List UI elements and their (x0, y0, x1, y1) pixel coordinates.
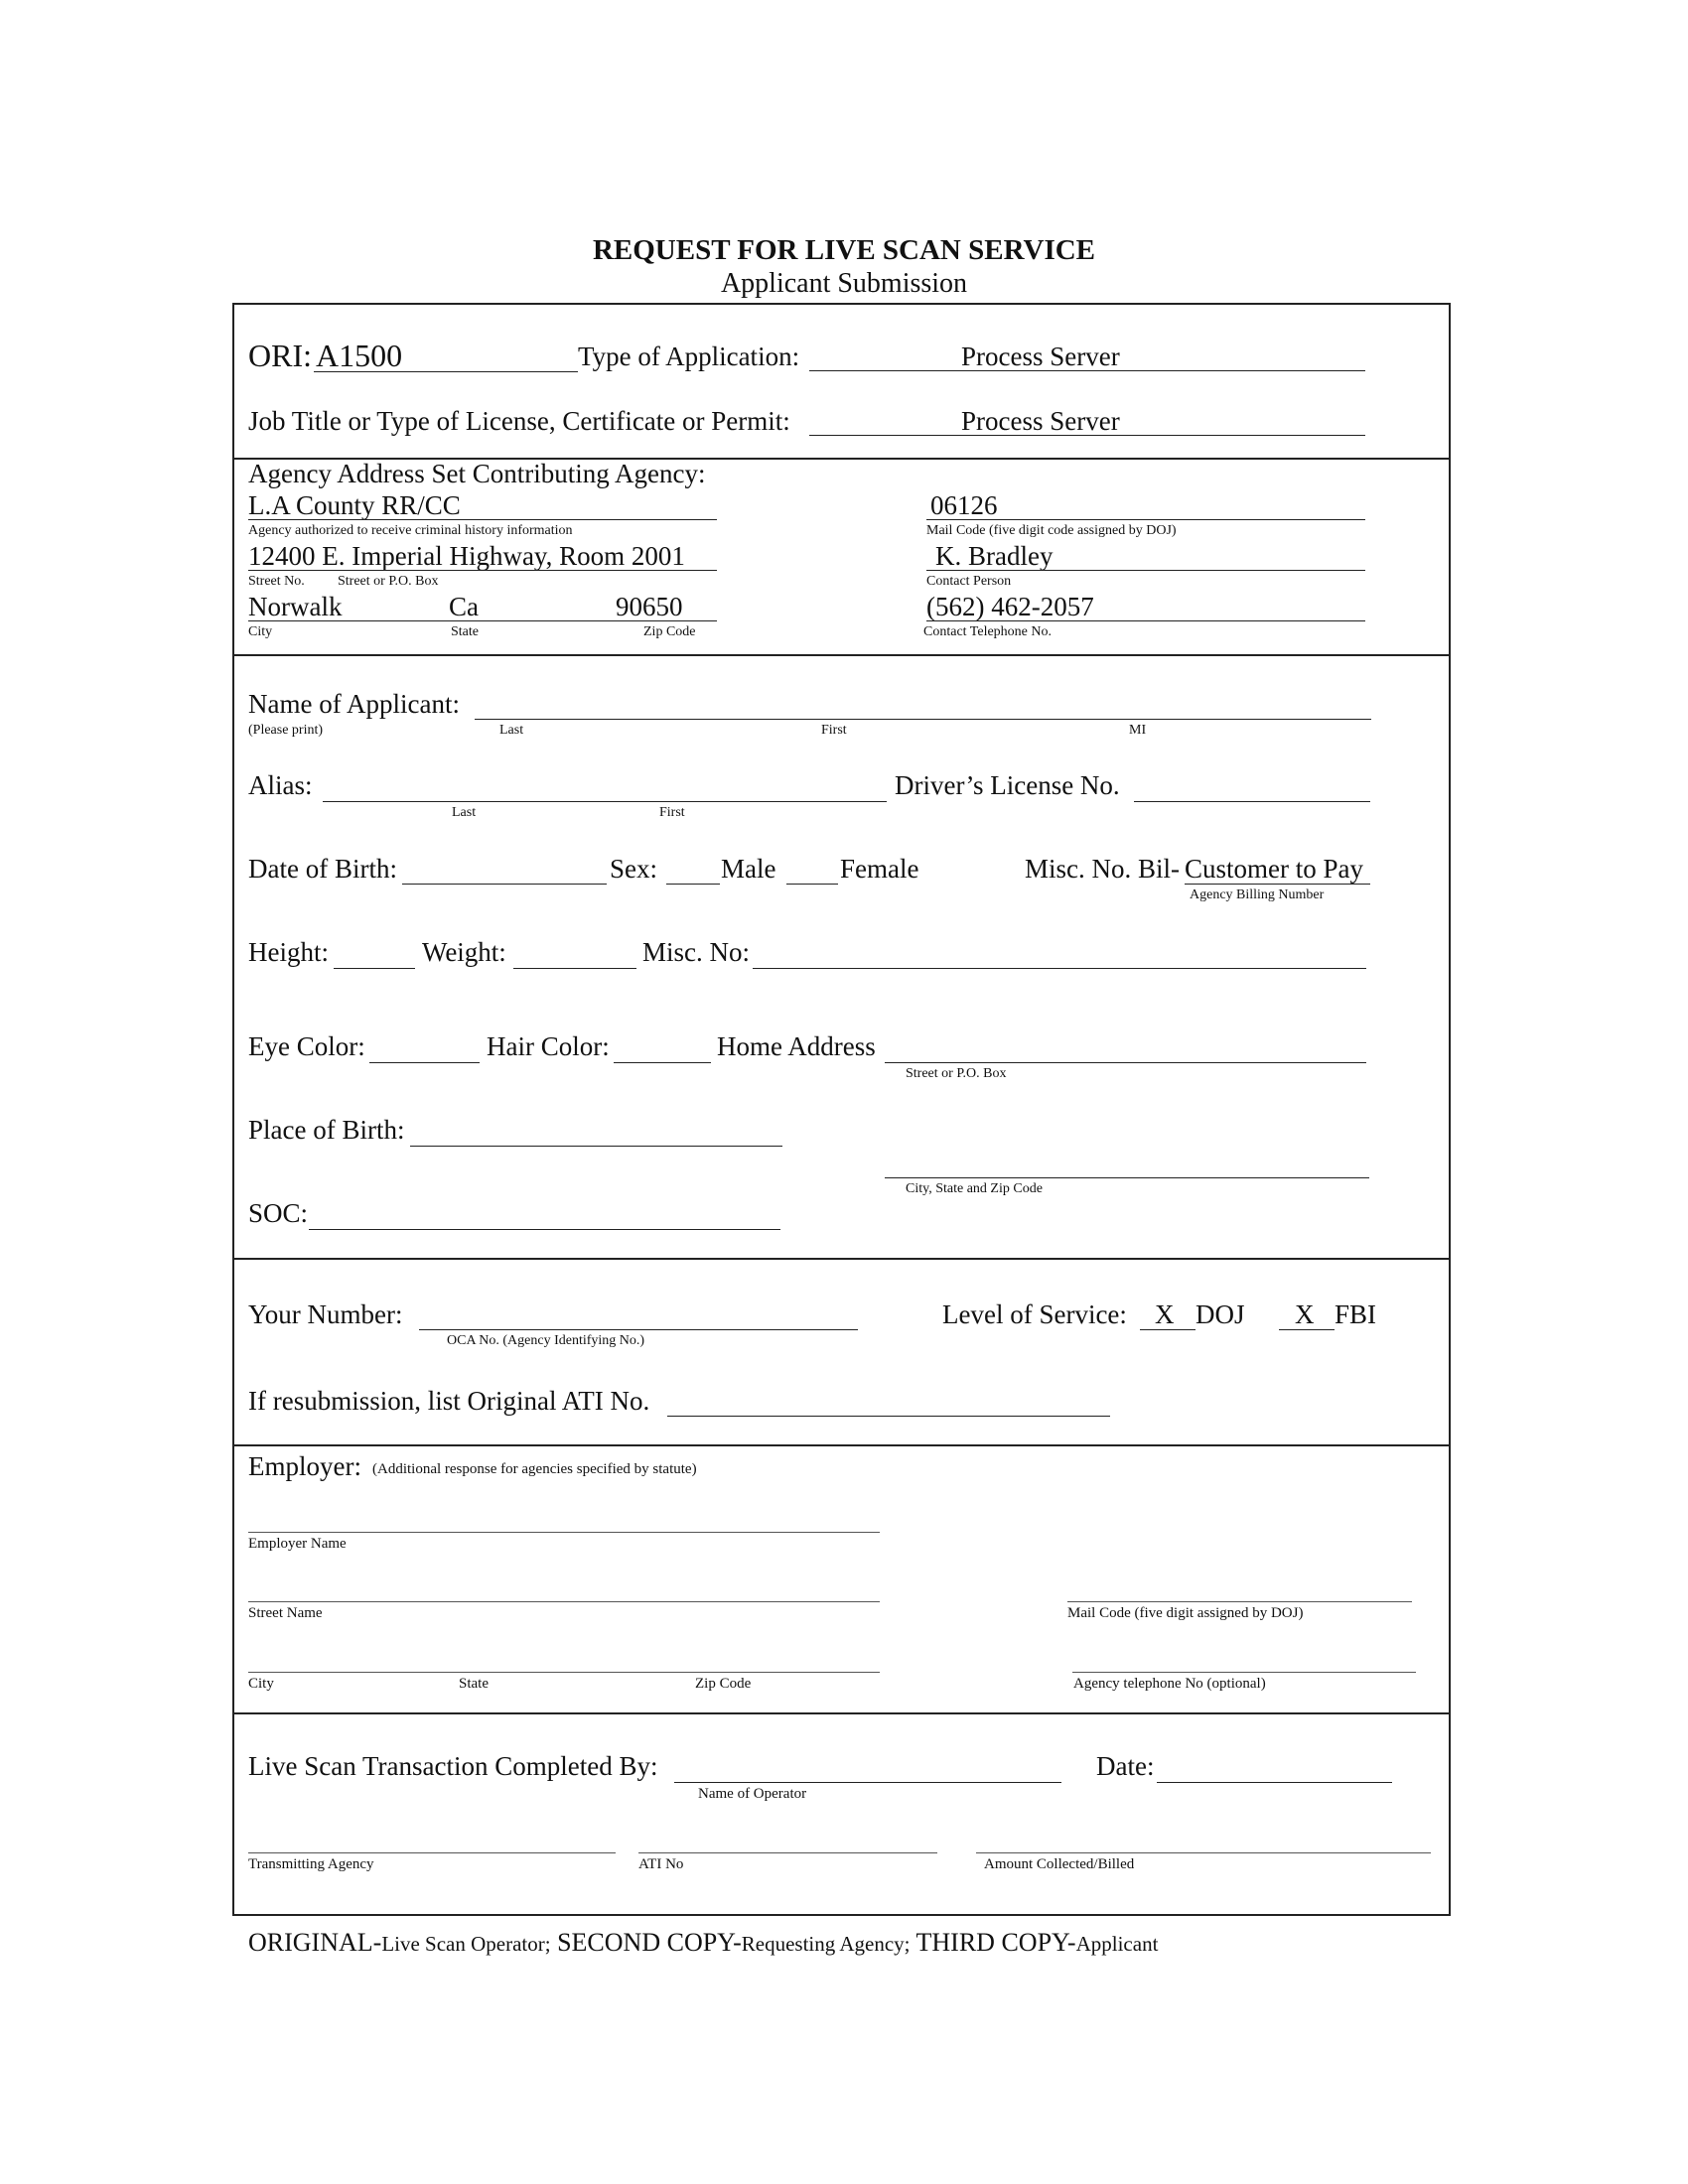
job-title-label: Job Title or Type of License, Certificate or Permit: (248, 406, 790, 436)
street-caption: Street or P.O. Box (338, 574, 439, 589)
contact-caption: Contact Person (926, 574, 1012, 589)
weight-line[interactable] (513, 968, 636, 969)
employer-name-caption: Employer Name (248, 1536, 347, 1552)
zip-caption: Zip Code (643, 624, 696, 639)
mail-code[interactable]: 06126 (930, 490, 998, 520)
soc-label: SOC: (248, 1198, 309, 1228)
hair-color-line[interactable] (614, 1062, 711, 1063)
divider-2 (232, 654, 1451, 656)
ori-value[interactable]: A1500 (316, 338, 403, 373)
please-print-caption: (Please print) (248, 723, 324, 738)
applicant-name-line[interactable] (475, 719, 1371, 720)
agency-name[interactable]: L.A County RR/CC (248, 490, 461, 520)
misc-no-line[interactable] (753, 968, 1366, 969)
billing-caption: Agency Billing Number (1190, 887, 1325, 902)
misc-bil-underline (1185, 884, 1370, 885)
employer-mail-code-line[interactable] (1067, 1601, 1412, 1602)
type-of-application-value[interactable]: Process Server (961, 341, 1120, 371)
doj-label: DOJ (1196, 1299, 1245, 1329)
contact-person[interactable]: K. Bradley (935, 541, 1054, 571)
home-address-label: Home Address (717, 1031, 876, 1061)
agency-name-underline (248, 519, 717, 520)
employer-note: (Additional response for agencies specified by statute) (372, 1461, 697, 1477)
amount-line[interactable] (976, 1852, 1431, 1853)
employer-mail-caption: Mail Code (five digit assigned by DOJ) (1067, 1605, 1304, 1621)
divider-4 (232, 1444, 1451, 1446)
contact-phone[interactable]: (562) 462-2057 (926, 592, 1094, 621)
type-underline (809, 370, 1365, 371)
footer-third-dest: Applicant (1075, 1932, 1159, 1956)
first-caption: First (821, 723, 847, 738)
job-title-value[interactable]: Process Server (961, 406, 1120, 436)
fbi-underline (1279, 1329, 1335, 1330)
street-no-caption: Street No. (248, 574, 305, 589)
male-line[interactable] (666, 884, 720, 885)
drivers-license-label: Driver’s License No. (895, 770, 1120, 800)
completed-by-label: Live Scan Transaction Completed By: (248, 1751, 658, 1781)
fbi-mark[interactable]: X (1295, 1299, 1315, 1329)
doj-mark[interactable]: X (1155, 1299, 1175, 1329)
form-subtitle: Applicant Submission (720, 268, 968, 299)
alias-line[interactable] (323, 801, 887, 802)
operator-line[interactable] (674, 1782, 1061, 1783)
transmitting-agency-line[interactable] (248, 1852, 616, 1853)
phone-caption: Contact Telephone No. (923, 624, 1053, 639)
agency-city-underline (248, 620, 717, 621)
your-number-label: Your Number: (248, 1299, 403, 1329)
hair-color-label: Hair Color: (487, 1031, 610, 1061)
mail-code-caption: Mail Code (five digit code assigned by DOJ) (926, 523, 1177, 538)
divider-5 (232, 1712, 1451, 1714)
height-label: Height: (248, 937, 329, 967)
city-caption: City (248, 624, 273, 639)
resubmission-line[interactable] (667, 1416, 1110, 1417)
eye-color-label: Eye Color: (248, 1031, 365, 1061)
ori-label: ORI: (248, 338, 312, 373)
place-of-birth-line[interactable] (410, 1146, 782, 1147)
sex-label: Sex: (610, 854, 658, 884)
ori-underline (314, 371, 578, 372)
phone-underline (926, 620, 1365, 621)
date-line[interactable] (1157, 1782, 1392, 1783)
female-label: Female (840, 854, 919, 884)
alias-label: Alias: (248, 770, 313, 800)
city-state-zip-line[interactable] (885, 1177, 1369, 1178)
employer-heading: Employer: (248, 1451, 361, 1481)
dob-line[interactable] (402, 884, 607, 885)
agency-street[interactable]: 12400 E. Imperial Highway, Room 2001 (248, 541, 685, 571)
agency-name-caption: Agency authorized to receive criminal history information (248, 523, 573, 538)
divider-3 (232, 1258, 1451, 1260)
employer-phone-line[interactable] (1072, 1672, 1416, 1673)
dob-label: Date of Birth: (248, 854, 397, 884)
place-of-birth-label: Place of Birth: (248, 1115, 405, 1145)
agency-city[interactable]: Norwalk (248, 592, 343, 621)
employer-street-line[interactable] (248, 1601, 880, 1602)
height-line[interactable] (334, 968, 415, 969)
female-line[interactable] (786, 884, 838, 885)
copy-distribution-footer (248, 1928, 1158, 1958)
employer-city-caption: City (248, 1676, 274, 1692)
agency-street-underline (248, 570, 717, 571)
footer-second: SECOND COPY- (550, 1928, 742, 1957)
employer-phone-caption: Agency telephone No (optional) (1073, 1676, 1266, 1692)
your-number-line[interactable] (419, 1329, 858, 1330)
state-caption: State (451, 624, 479, 639)
employer-state-caption: State (459, 1676, 489, 1692)
footer-original-dest: Live Scan Operator; (381, 1932, 551, 1956)
mi-caption: MI (1129, 723, 1147, 738)
eye-color-line[interactable] (369, 1062, 480, 1063)
agency-state[interactable]: Ca (449, 592, 479, 621)
type-of-application-label: Type of Application: (578, 341, 800, 371)
male-label: Male (721, 854, 776, 884)
amount-caption: Amount Collected/Billed (984, 1856, 1135, 1872)
drivers-license-line[interactable] (1134, 801, 1370, 802)
footer-third: THIRD COPY- (910, 1928, 1076, 1957)
home-street-caption: Street or P.O. Box (906, 1066, 1007, 1081)
mail-code-underline (926, 519, 1365, 520)
job-underline (809, 435, 1365, 436)
footer-original: ORIGINAL- (248, 1928, 382, 1957)
operator-caption: Name of Operator (698, 1786, 807, 1802)
home-address-line[interactable] (885, 1062, 1366, 1063)
ati-no-line[interactable] (638, 1852, 937, 1853)
agency-zip[interactable]: 90650 (616, 592, 683, 621)
oca-caption: OCA No. (Agency Identifying No.) (447, 1333, 645, 1348)
employer-city-line[interactable] (248, 1672, 880, 1673)
employer-name-line[interactable] (248, 1532, 880, 1533)
alias-first-caption: First (659, 805, 685, 820)
city-state-zip-caption: City, State and Zip Code (906, 1181, 1043, 1196)
applicant-name-label: Name of Applicant: (248, 689, 460, 719)
fbi-label: FBI (1335, 1299, 1377, 1329)
misc-bil-label: Misc. No. Bil- (1025, 854, 1181, 884)
level-of-service-label: Level of Service: (942, 1299, 1127, 1329)
contact-underline (926, 570, 1365, 571)
weight-label: Weight: (422, 937, 506, 967)
employer-street-caption: Street Name (248, 1605, 323, 1621)
date-label: Date: (1096, 1751, 1155, 1781)
agency-heading: Agency Address Set Contributing Agency: (248, 459, 706, 488)
misc-bil-value[interactable]: Customer to Pay (1185, 854, 1363, 884)
last-caption: Last (499, 723, 524, 738)
transmitting-agency-caption: Transmitting Agency (248, 1856, 374, 1872)
alias-last-caption: Last (452, 805, 477, 820)
misc-no-label: Misc. No: (642, 937, 750, 967)
employer-zip-caption: Zip Code (695, 1676, 752, 1692)
resubmission-label: If resubmission, list Original ATI No. (248, 1386, 650, 1416)
soc-line[interactable] (309, 1229, 780, 1230)
ati-no-caption: ATI No (638, 1856, 684, 1872)
doj-underline (1140, 1329, 1196, 1330)
footer-second-dest: Requesting Agency; (741, 1932, 911, 1956)
form-title: REQUEST FOR LIVE SCAN SERVICE (592, 234, 1096, 266)
